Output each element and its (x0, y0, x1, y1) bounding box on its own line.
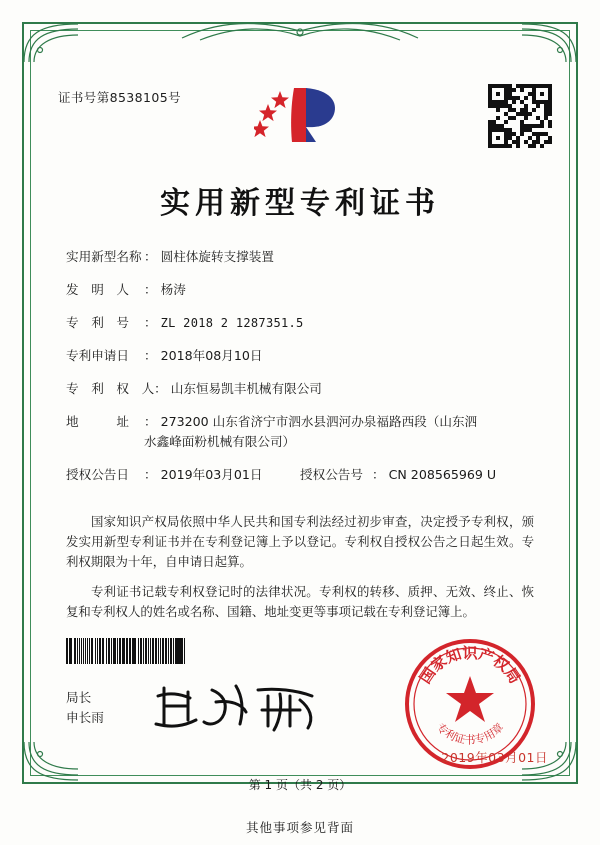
field-row-grant (66, 466, 534, 484)
field-label: 专 利 号 (66, 315, 129, 330)
field-colon: ： (144, 467, 157, 482)
field-value: 杨涛 (160, 282, 186, 297)
field-colon: ： (144, 414, 157, 429)
field-colon: ： (144, 348, 157, 363)
field-value: ZL 2018 2 1287351.5 (160, 316, 304, 330)
page-title: 实用新型专利证书 (160, 186, 440, 221)
page-number: 第 1 页（共 2 页） (248, 778, 352, 792)
seal-date: 2019年03月01日 (441, 750, 548, 765)
qr-code (488, 84, 552, 148)
svg-text:专利证书专用章: 专利证书专用章 (433, 720, 507, 747)
top-flourish-ornament (180, 18, 420, 44)
paragraph-2: 专利证书记载专利权登记时的法律状况。专利权的转移、质押、无效、终止、恢复和专利权人的姓名或名称、国籍、地址变更等事项记载在专利登记簿上。 (66, 584, 534, 619)
field-value: 山东恒易凯丰机械有限公司 (170, 381, 322, 396)
field-colon: ： (372, 467, 385, 482)
field-colon: ： (144, 282, 157, 297)
field-list (66, 248, 534, 499)
field-row-inventor (66, 281, 534, 299)
field-colon: ： (154, 381, 167, 396)
body-text (66, 512, 534, 632)
grant-date-label: 授权公告日 (66, 467, 129, 482)
grant-publication-group (300, 466, 534, 484)
field-value: 273200 山东省济宁市泗水县泗河办泉福路西段（山东泗 (160, 414, 478, 429)
field-value: 圆柱体旋转支撑装置 (160, 249, 274, 264)
address-second-line: 水鑫峰面粉机械有限公司） (144, 434, 296, 449)
field-row-patent-number (66, 314, 534, 332)
field-label: 实用新型名称 (66, 249, 142, 264)
field-colon: ： (144, 315, 157, 330)
field-row-application-date (66, 347, 534, 365)
cnipa-logo-icon (254, 80, 346, 154)
handwritten-signature (150, 680, 330, 736)
field-row-utility-model-name (66, 248, 534, 266)
field-colon: ： (144, 249, 157, 264)
grant-publication-label: 授权公告号 (300, 467, 363, 482)
signature-labels (66, 688, 104, 728)
paragraph-1: 国家知识产权局依照中华人民共和国专利法经过初步审查，决定授予专利权，颁发实用新型专利证书并在专利登记簿上予以登记。专利权自授权公告之日起生效。专利权期限为十年，自申请日起算。 (66, 514, 534, 569)
field-label: 发 明 人 (66, 282, 129, 297)
signature-title-label: 局长 (66, 690, 92, 705)
grant-date-group (66, 466, 300, 484)
field-label: 专利申请日 (66, 348, 129, 363)
signature-name-label: 申长雨 (66, 710, 104, 725)
barcode (66, 638, 186, 664)
field-row-address (66, 413, 534, 431)
grant-publication-value: CN 208565969 U (388, 467, 497, 482)
field-label: 地 址 (66, 414, 129, 429)
field-value: 2018年08月10日 (160, 348, 263, 363)
field-row-patentee (66, 380, 534, 398)
certificate-number: 证书号第8538105号 (58, 90, 181, 105)
field-label: 专 利 权 人 (66, 381, 155, 396)
footer-note: 其他事项参见背面 (245, 820, 354, 835)
grant-date-value: 2019年03月01日 (160, 467, 263, 482)
svg-text:国家知识产权局: 国家知识产权局 (415, 644, 525, 687)
